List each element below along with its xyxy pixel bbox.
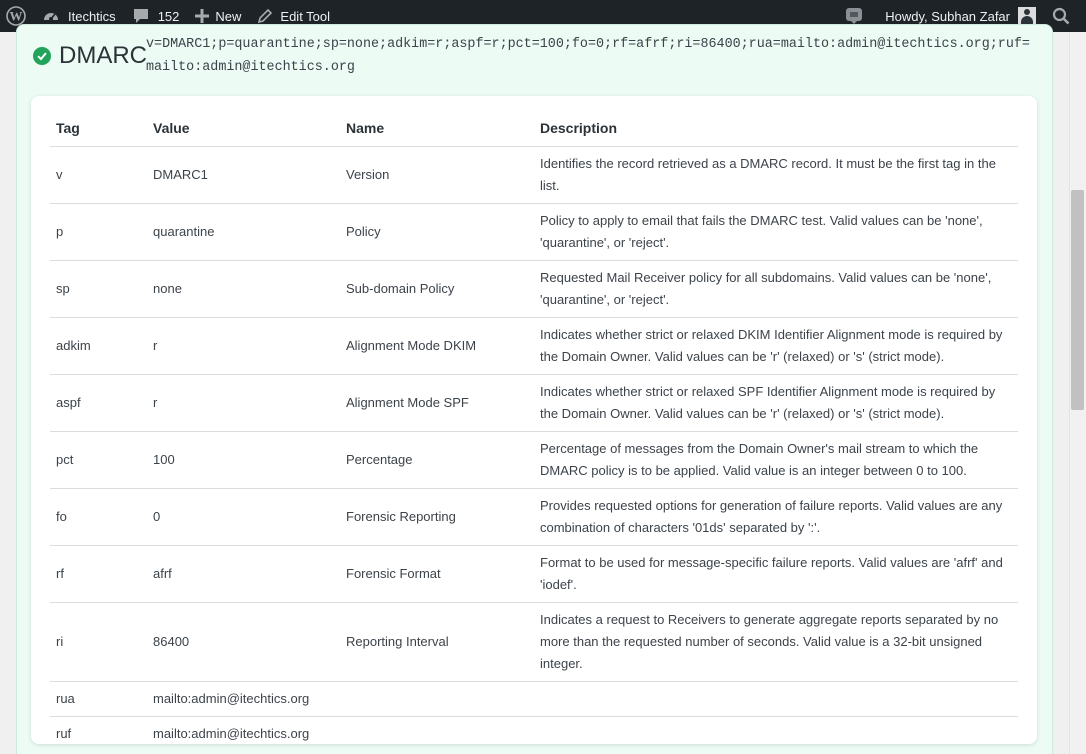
table-row — [50, 545, 1018, 602]
name-cell — [340, 681, 534, 716]
description-cell — [534, 716, 1018, 751]
description-cell: Format to be used for message-specific failure reports. Valid values are 'afrf' and 'iodef'. — [534, 545, 1018, 602]
table-row — [50, 374, 1018, 431]
table-row — [50, 602, 1018, 681]
tag-cell: ri — [50, 602, 147, 681]
value-cell: r — [147, 317, 340, 374]
description-cell: Identifies the record retrieved as a DMARC record. It must be the first tag in the list. — [534, 146, 1018, 203]
check-circle-icon — [33, 47, 51, 65]
description-cell: Provides requested options for generation of failure reports. Valid values are any combination of characters '01ds' separated by ':'. — [534, 488, 1018, 545]
value-cell: 86400 — [147, 602, 340, 681]
svg-text:W: W — [9, 8, 23, 24]
value-cell: mailto:admin@itechtics.org — [153, 725, 310, 741]
column-header-description: Description — [534, 110, 1018, 146]
tag-cell: rf — [50, 545, 147, 602]
dmarc-heading — [33, 32, 147, 70]
tag-cell: ruf — [56, 725, 72, 741]
table-row — [50, 488, 1018, 545]
tag-cell: sp — [50, 260, 147, 317]
description-cell: Indicates whether strict or relaxed DKIM Identifier Alignment mode is required by the Domain Owner. Valid values can be 'r' (relaxed) or 's' (strict mode). — [534, 317, 1018, 374]
dmarc-tags-table — [50, 110, 1018, 751]
value-cell: none — [147, 260, 340, 317]
scrollbar-thumb[interactable] — [1071, 190, 1084, 410]
column-header-tag: Tag — [50, 110, 147, 146]
description-cell: Percentage of messages from the Domain Owner's mail stream to which the DMARC policy is to be applied. Valid value is an integer between 0 to 100. — [534, 431, 1018, 488]
edit-tool-label: Edit Tool — [280, 8, 331, 24]
name-cell: Alignment Mode DKIM — [340, 317, 534, 374]
description-cell: Indicates a request to Receivers to generate aggregate reports separated by no more than the requested number of seconds. Valid value is a 32-bit unsigned integer. — [534, 602, 1018, 681]
value-cell: afrf — [147, 545, 340, 602]
description-cell — [534, 681, 1018, 716]
notification-icon — [845, 7, 863, 25]
dmarc-tags-card — [31, 96, 1037, 744]
table-row — [50, 431, 1018, 488]
tag-cell: fo — [50, 488, 147, 545]
value-cell: 100 — [147, 431, 340, 488]
tag-cell: rua — [50, 681, 147, 716]
plus-icon — [195, 9, 209, 23]
table-row — [50, 146, 1018, 203]
name-cell: Forensic Format — [340, 545, 534, 602]
value-cell: 0 — [147, 488, 340, 545]
tag-cell: pct — [50, 431, 147, 488]
dmarc-title: DMARC — [59, 42, 147, 69]
name-cell: Alignment Mode SPF — [340, 374, 534, 431]
value-cell: DMARC1 — [147, 146, 340, 203]
dashboard-icon — [42, 8, 60, 24]
tag-cell: adkim — [50, 317, 147, 374]
search-icon — [1052, 7, 1070, 25]
pencil-icon — [257, 8, 273, 24]
table-row — [50, 203, 1018, 260]
name-cell: Sub-domain Policy — [340, 260, 534, 317]
comments-count: 152 — [157, 8, 180, 24]
name-cell: Reporting Interval — [340, 602, 534, 681]
howdy-text: Howdy, Subhan Zafar — [885, 8, 1010, 24]
table-row — [50, 681, 1018, 716]
site-name: Itechtics — [68, 8, 116, 24]
name-cell — [340, 716, 534, 751]
comment-bubble-icon — [132, 8, 150, 24]
table-header-row — [50, 110, 1018, 146]
value-cell: mailto:admin@itechtics.org — [147, 681, 340, 716]
value-cell: quarantine — [147, 203, 340, 260]
description-cell: Requested Mail Receiver policy for all subdomains. Valid values can be 'none', 'quarantine', or 'reject'. — [534, 260, 1018, 317]
name-cell: Percentage — [340, 431, 534, 488]
value-cell: r — [147, 374, 340, 431]
description-cell: Policy to apply to email that fails the DMARC test. Valid values can be 'none', 'quarantine', or 'reject'. — [534, 203, 1018, 260]
name-cell: Version — [340, 146, 534, 203]
avatar — [1018, 7, 1036, 25]
table-row — [50, 260, 1018, 317]
dmarc-record-text: v=DMARC1;p=quarantine;sp=none;adkim=r;aspf=r;pct=100;fo=0;rf=afrf;ri=86400;rua=mailto:admin@itechtics.org;ruf=mailto:admin@itechtics.org — [146, 37, 1030, 75]
tag-cell: v — [50, 146, 147, 203]
column-header-name: Name — [340, 110, 534, 146]
tag-cell: aspf — [50, 374, 147, 431]
description-cell: Indicates whether strict or relaxed SPF Identifier Alignment mode is required by the Domain Owner. Valid values can be 'r' (relaxed) or 's' (strict mode). — [534, 374, 1018, 431]
table-row — [50, 716, 1018, 751]
name-cell: Policy — [340, 203, 534, 260]
table-row — [50, 317, 1018, 374]
name-cell: Forensic Reporting — [340, 488, 534, 545]
new-label: New — [215, 8, 242, 24]
tag-cell: p — [50, 203, 147, 260]
column-header-value: Value — [147, 110, 340, 146]
